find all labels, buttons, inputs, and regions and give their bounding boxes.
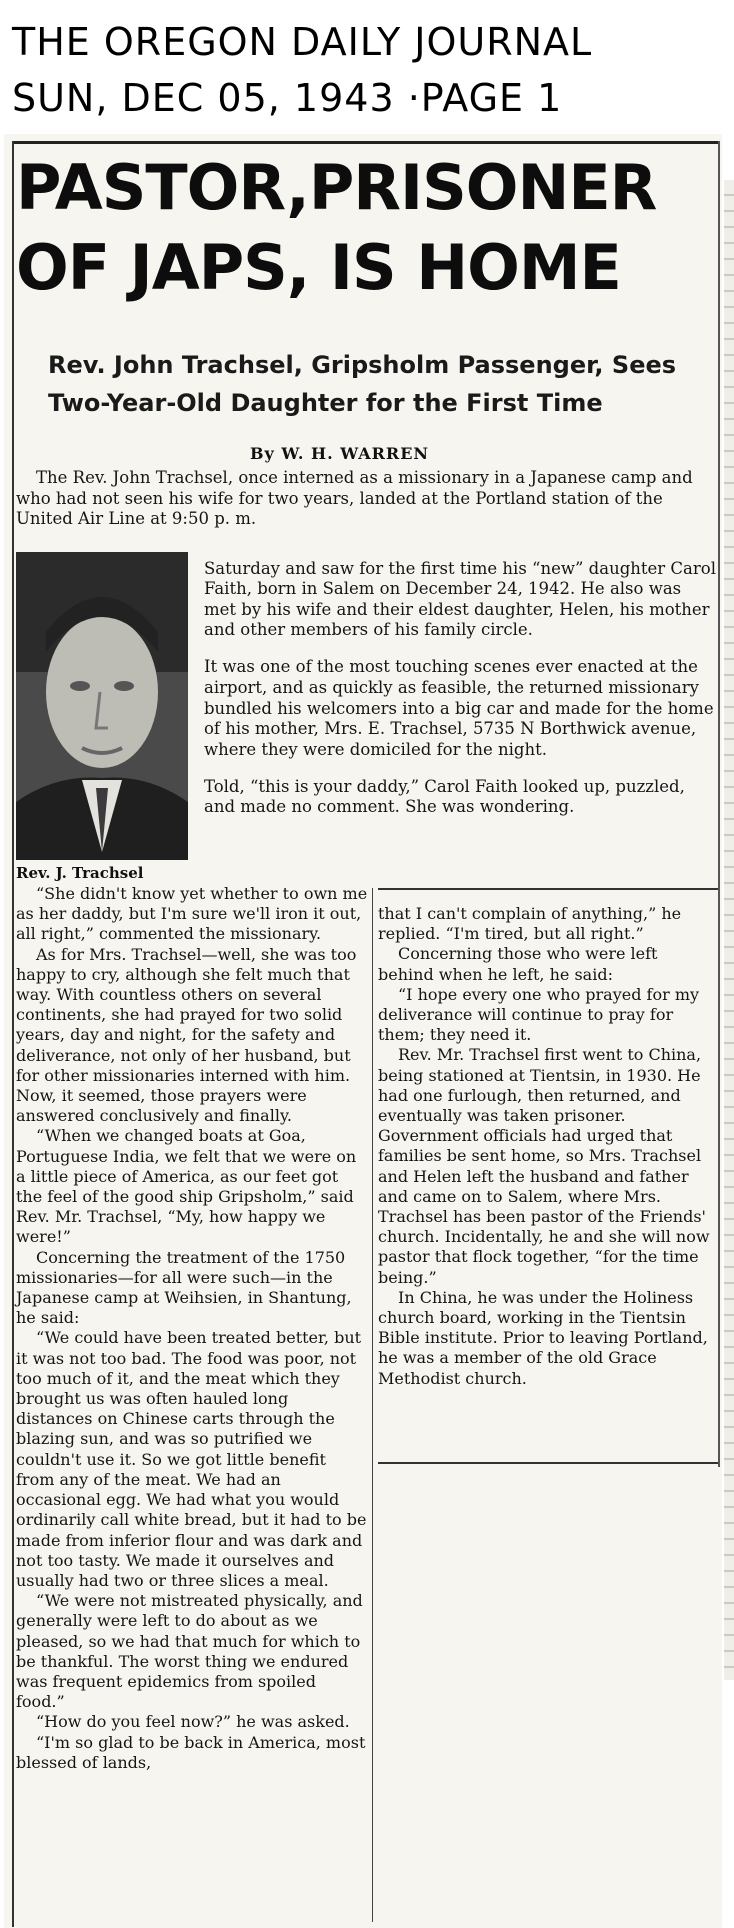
right-paragraph: that I can't complain of anything,” he replied. “I'm tired, but all right.” — [378, 904, 682, 944]
right-column — [378, 904, 714, 1389]
right-border — [718, 141, 720, 1467]
wrapped-paragraphs — [204, 542, 716, 835]
subheadline — [48, 346, 718, 422]
wrap-paragraph-3: Told, “this is your daddy,” Carol Faith looked up, puzzled, and made no comment. She was wondering. — [204, 776, 685, 817]
byline: By W. H. WARREN — [250, 444, 430, 463]
masthead-line-2: SUN, DEC 05, 1943 ·PAGE 1 — [12, 76, 563, 120]
left-paragraph: Concerning the treatment of the 1750 missionaries—for all were such—in the Japanese camp at Weihsien, in Shantung, he said: — [16, 1247, 352, 1328]
left-column — [16, 884, 368, 1773]
right-column-end-rule — [378, 1462, 718, 1464]
headline — [16, 148, 716, 308]
intro-paragraph — [16, 468, 714, 530]
left-border — [12, 141, 14, 1927]
headline-line-1: PASTOR,PRISONER — [16, 151, 657, 224]
left-paragraph: “I'm so glad to be back in America, most blessed of lands, — [16, 1732, 366, 1772]
wrap-paragraph-1: Saturday and saw for the first time his “new” daughter Carol Faith, born in Salem on December 24, 1942. He also was met by his wife and their eldest daughter, Helen, his mother and other members of his family circle. — [204, 558, 716, 640]
left-paragraph: “We were not mistreated physically, and generally were left to do about as we pleased, so we had that much for which to be thankful. The worst thing we endured was frequent epidemics from spoiled food.” — [16, 1591, 363, 1712]
right-paragraph: Concerning those who were left behind when he left, he said: — [378, 944, 658, 984]
portrait-illustration — [16, 552, 188, 860]
right-column-top-rule — [378, 888, 718, 890]
left-paragraph: As for Mrs. Trachsel—well, she was too happy to cry, although she felt much that way. With countless others on several continents, she had prayed for two solid years, day and night, for the safety and deliverance, not only of her husband, but for other missionaries interned with him. Now, it seemed, those prayers were answered conclusively and finally. — [16, 944, 357, 1126]
masthead-line-1: THE OREGON DAILY JOURNAL — [12, 20, 593, 64]
adjacent-column-edge — [724, 180, 734, 1680]
left-paragraph: “We could have been treated better, but it was not too bad. The food was poor, not too much of it, and the meat which they brought us was often hauled long distances on Chinese carts through the blazing sun, and was so putrified we couldn't use it. So we got little benefit from any of the meat. We had an occasional egg. We had what you would ordinarily call white bread, but it had to be made from inferior flour and was dark and not too tasty. We made it ourselves and usually had two or three slices a meal. — [16, 1328, 367, 1590]
intro-text: The Rev. John Trachsel, once interned as a missionary in a Japanese camp and who had not seen his wife for two years, landed at the Portland station of the United Air Line at 9:50 p. m. — [16, 468, 693, 529]
right-paragraph: In China, he was under the Holiness church board, working in the Tientsin Bible institute. Prior to leaving Portland, he was a member of the old Grace Methodist church. — [378, 1287, 708, 1388]
clipping-label — [12, 14, 712, 126]
photo-caption: Rev. J. Trachsel — [16, 864, 144, 882]
left-paragraph: “She didn't know yet whether to own me as her daddy, but I'm sure we'll iron it out, all right,” commented the missionary. — [16, 884, 368, 944]
deck-line-1: Rev. John Trachsel, Gripsholm Passenger, Sees — [48, 351, 677, 379]
left-paragraph: “How do you feel now?” he was asked. — [36, 1712, 350, 1732]
top-rule — [12, 141, 720, 144]
left-paragraph: “When we changed boats at Goa, Portuguese India, we felt that we were on a little piece of America, as our feet got the feel of the good ship Gripsholm,” said Rev. Mr. Trachsel, “My, how happy we were!” — [16, 1126, 357, 1247]
wrap-paragraph-2: It was one of the most touching scenes ever enacted at the airport, and as quickly as feasible, the returned missionary bundled his welcomers into a big car and made for the home of his mother, Mrs. E. Trachsel, 5735 N Borthwick avenue, where they were domiciled for the night. — [204, 657, 714, 759]
right-paragraph: “I hope every one who prayed for my deliverance will continue to pray for them; they need it. — [378, 984, 700, 1045]
right-paragraph: Rev. Mr. Trachsel first went to China, being stationed at Tientsin, in 1930. He had one furlough, then returned, and eventually was taken prisoner. Government officials had urged that families be sent home, so Mrs. Trachsel and Helen left the husband and father and came on to Salem, where Mrs. Trachsel has been pastor of the Friends' church. Incidentally, he and she will now pastor that flock together, “for the time being.” — [378, 1045, 710, 1287]
deck-line-2: Two-Year-Old Daughter for the First Time — [48, 389, 603, 417]
column-divider — [372, 888, 373, 1922]
headline-line-2: OF JAPS, IS HOME — [16, 231, 621, 304]
portrait-photo — [16, 552, 188, 860]
